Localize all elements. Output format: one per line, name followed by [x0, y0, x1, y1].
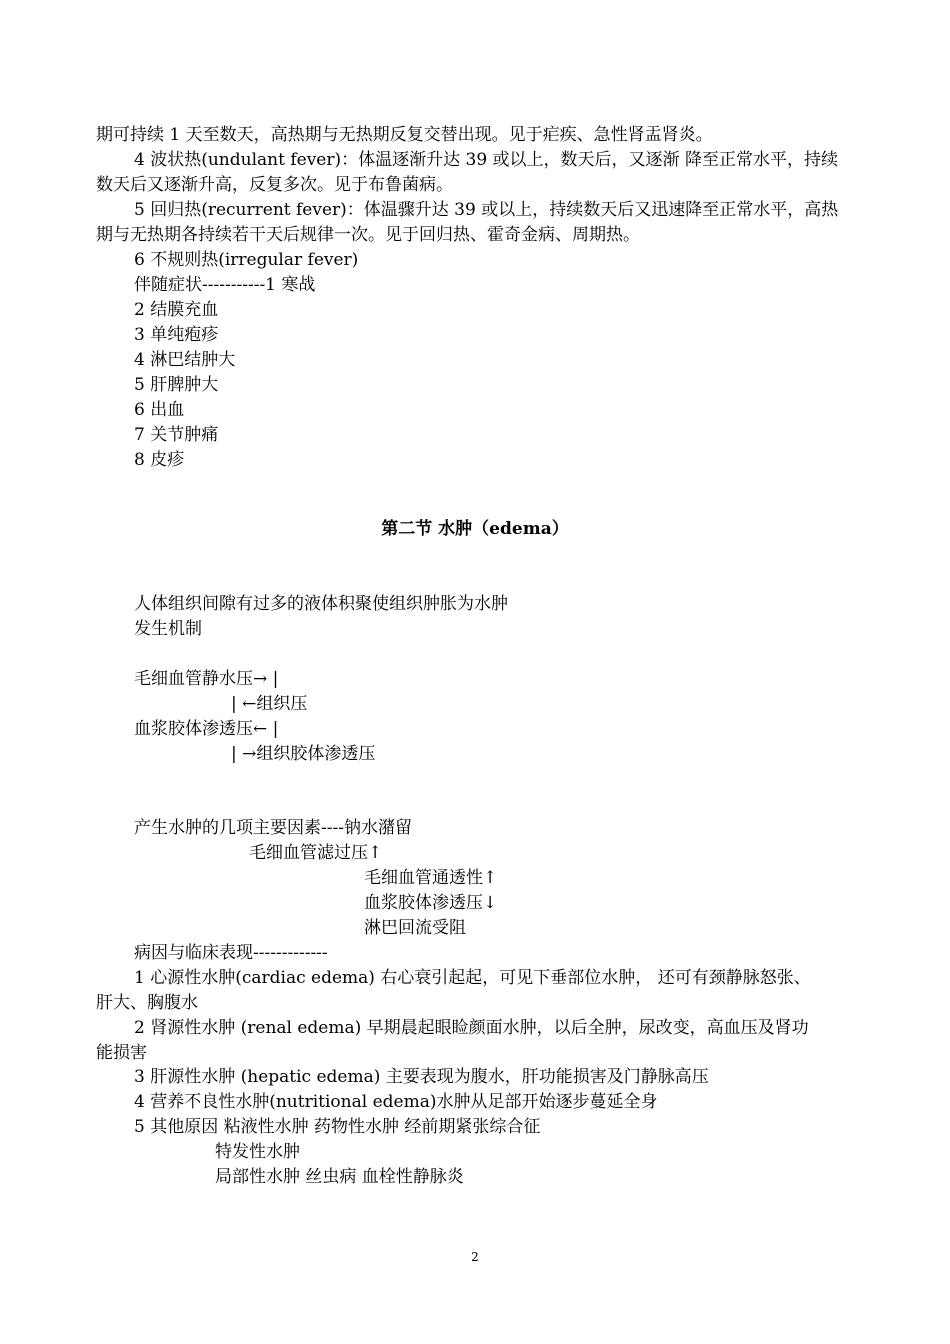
text-line: 人体组织间隙有过多的液体积聚使组织肿胀为水肿 — [134, 594, 508, 614]
mechanism-line: 毛细血管静水压→ | — [134, 669, 279, 689]
text-line: 病因与临床表现------------- — [134, 943, 328, 963]
factor-line: 淋巴回流受阻 — [364, 918, 466, 938]
text-line: 6 不规则热(irregular fever) — [134, 250, 359, 270]
text-line: 发生机制 — [134, 619, 202, 639]
text-line: 伴随症状-----------1 寒战 — [134, 275, 316, 295]
text-line: 特发性水肿 — [215, 1142, 300, 1162]
text-line: 数天后又逐渐升高，反复多次。见于布鲁菌病。 — [96, 175, 453, 195]
mechanism-line: | ←组织压 — [231, 694, 308, 714]
page-number: 2 — [471, 1250, 479, 1264]
factor-line: 血浆胶体渗透压↓ — [364, 893, 498, 913]
list-item: 8 皮疹 — [134, 450, 185, 470]
text-line: 1 心源性水肿(cardiac edema) 右心衰引起起，可见下垂部位水肿， 还可有颈静脉怒张、 — [134, 968, 811, 988]
text-line: 局部性水肿 丝虫病 血栓性静脉炎 — [215, 1167, 464, 1187]
mechanism-line: | →组织胶体渗透压 — [231, 744, 376, 764]
list-item: 5 肝脾肿大 — [134, 375, 219, 395]
list-item: 6 出血 — [134, 400, 185, 420]
mechanism-line: 血浆胶体渗透压← | — [134, 719, 279, 739]
factor-line: 毛细血管通透性↑ — [364, 868, 498, 888]
text-line: 能损害 — [96, 1043, 147, 1063]
text-line: 期与无热期各持续若干天后规律一次。见于回归热、霍奇金病、周期热。 — [96, 225, 640, 245]
text-line: 3 肝源性水肿 (hepatic edema) 主要表现为腹水，肝功能损害及门静脉高压 — [134, 1067, 709, 1087]
text-line: 2 肾源性水肿 (renal edema) 早期晨起眼睑颜面水肿，以后全肿，尿改变，高血压及肾功 — [134, 1018, 809, 1038]
text-line: 5 其他原因 粘液性水肿 药物性水肿 经前期紧张综合征 — [134, 1117, 541, 1137]
section-title: 第二节 水肿（edema） — [381, 519, 569, 539]
list-item: 4 淋巴结肿大 — [134, 350, 236, 370]
list-item: 3 单纯疱疹 — [134, 325, 219, 345]
text-line: 期可持续 1 天至数天，高热期与无热期反复交替出现。见于疟疾、急性肾盂肾炎。 — [96, 125, 713, 145]
text-line: 产生水肿的几项主要因素----钠水潴留 — [134, 818, 412, 838]
text-line: 5 回归热(recurrent fever)：体温骤升达 39 或以上，持续数天后又迅速降至正常水平，高热 — [134, 200, 839, 220]
list-item: 7 关节肿痛 — [134, 425, 219, 445]
text-line: 肝大、胸腹水 — [96, 993, 198, 1013]
text-line: 4 波状热(undulant fever)：体温逐渐升达 39 或以上，数天后，又逐渐 降至正常水平，持续 — [134, 150, 838, 170]
text-line: 4 营养不良性水肿(nutritional edema)水肿从足部开始逐步蔓延全身 — [134, 1092, 658, 1112]
list-item: 2 结膜充血 — [134, 300, 219, 320]
factor-line: 毛细血管滤过压↑ — [249, 843, 383, 863]
